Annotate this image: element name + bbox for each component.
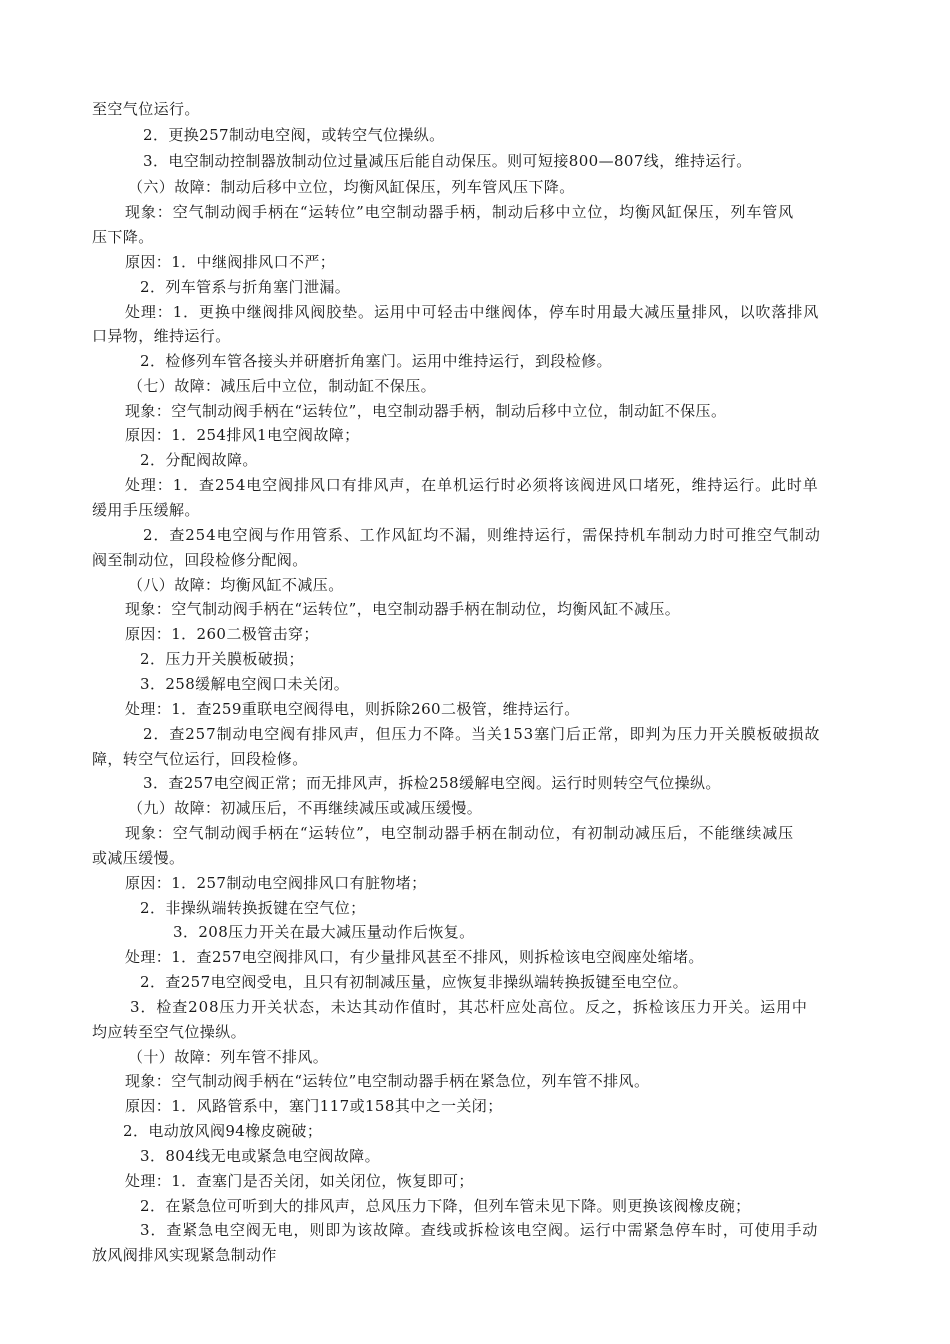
text-line: 障，转空气位运行，回段检修。 — [92, 750, 308, 768]
text-line: 3．查257电空阀正常；而无排风声，拆检258缓解电空阀。运行时则转空气位操纵。 — [143, 774, 721, 792]
text-line: 现象：空气制动阀手柄在“运转位”，电空制动器手柄在制动位，有初制动减压后，不能继续减压 — [125, 824, 795, 842]
text-line: 3．258缓解电空阀口未关闭。 — [140, 675, 350, 693]
text-line: 2．分配阀故障。 — [140, 451, 258, 469]
text-line: 处理：1．查254电空阀排风口有排风声，在单机运行时必须将该阀进风口堵死，维持运行。此时单 — [125, 476, 819, 494]
text-line: 压下降。 — [92, 228, 154, 246]
text-line: 3．804线无电或紧急电空阀故障。 — [140, 1147, 380, 1165]
text-line: 口异物，维持运行。 — [92, 327, 231, 345]
section-heading: （九）故障：初减压后，不再继续减压或减压缓慢。 — [128, 799, 483, 817]
text-line: 2．压力开关膜板破损； — [140, 650, 304, 668]
text-line: 原因：1．中继阀排风口不严； — [125, 253, 336, 271]
text-line: 3．检查208压力开关状态，未达其动作值时，其芯杆应处高位。反之，拆检该压力开关。运用中 — [130, 998, 808, 1016]
text-line: 2．更换257制动电空阀，或转空气位操纵。 — [143, 126, 445, 144]
text-line: 均应转至空气位操纵。 — [92, 1023, 247, 1041]
text-line: 至空气位运行。 — [92, 100, 200, 118]
text-line: 处理：1．查257电空阀排风口，有少量排风甚至不排风，则拆检该电空阀座处缩堵。 — [125, 948, 704, 966]
text-line: 处理：1．查塞门是否关闭，如关闭位，恢复即可； — [125, 1172, 474, 1190]
text-line: 原因：1．风路管系中，塞门117或158其中之一关闭； — [125, 1097, 503, 1115]
text-line: 2．查257制动电空阀有排风声，但压力不降。当关153塞门后正常，即判为压力开关膜板破损故 — [143, 725, 821, 743]
text-line: 或减压缓慢。 — [92, 849, 185, 867]
text-line: 2．列车管系与折角塞门泄漏。 — [140, 278, 351, 296]
text-line: 缓用手压缓解。 — [92, 501, 200, 519]
text-line: 2．电动放风阀94橡皮碗破； — [123, 1122, 323, 1140]
text-line: 2．检修列车管各接头并研磨折角塞门。运用中维持运行，到段检修。 — [140, 352, 612, 370]
text-line: 2．查254电空阀与作用管系、工作风缸均不漏，则维持运行，需保持机车制动力时可推空气制动 — [143, 526, 821, 544]
text-line: 3．查紧急电空阀无电，则即为该故障。查线或拆检该电空阀。运行中需紧急停车时，可使用手动 — [140, 1221, 819, 1239]
text-line: 2．查257电空阀受电，且只有初制减压量，应恢复非操纵端转换扳键至电空位。 — [140, 973, 688, 991]
text-line: 现象：空气制动阀手柄在“运转位”，电空制动器手柄在制动位，均衡风缸不减压。 — [125, 600, 681, 618]
section-heading: （六）故障：制动后移中立位，均衡风缸保压，列车管风压下降。 — [128, 178, 575, 196]
text-line: 原因：1．254排风1电空阀故障； — [125, 426, 360, 444]
text-line: 现象：空气制动阀手柄在“运转位”电空制动器手柄，制动后移中立位，均衡风缸保压，列车管风 — [125, 203, 795, 221]
section-heading: （八）故障：均衡风缸不减压。 — [128, 576, 344, 594]
section-heading: （十）故障：列车管不排风。 — [128, 1048, 329, 1066]
text-line: 3．电空制动控制器放制动位过量减压后能自动保压。则可短接800—807线，维持运行。 — [143, 152, 752, 170]
text-line: 阀至制动位，回段检修分配阀。 — [92, 551, 308, 569]
text-line: 2．非操纵端转换扳键在空气位； — [140, 899, 366, 917]
text-line: 处理：1．查259重联电空阀得电，则拆除260二极管，维持运行。 — [125, 700, 580, 718]
section-heading: （七）故障：减压后中立位，制动缸不保压。 — [128, 377, 437, 395]
text-line: 3．208压力开关在最大减压量动作后恢复。 — [173, 923, 475, 941]
text-line: 2．在紧急位可听到大的排风声，总风压力下降，但列车管未见下降。则更换该阀橡皮碗； — [140, 1197, 751, 1215]
text-line: 原因：1．260二极管击穿； — [125, 625, 319, 643]
text-line: 放风阀排风实现紧急制动作 — [92, 1246, 277, 1264]
text-line: 现象：空气制动阀手柄在“运转位”电空制动器手柄在紧急位，列车管不排风。 — [125, 1072, 650, 1090]
text-line: 现象：空气制动阀手柄在“运转位”，电空制动器手柄，制动后移中立位，制动缸不保压。 — [125, 402, 727, 420]
text-line: 处理：1．更换中继阀排风阀胶垫。运用中可轻击中继阀体，停车时用最大减压量排风，以吹落排风 — [125, 303, 820, 321]
text-line: 原因：1．257制动电空阀排风口有脏物堵； — [125, 874, 427, 892]
